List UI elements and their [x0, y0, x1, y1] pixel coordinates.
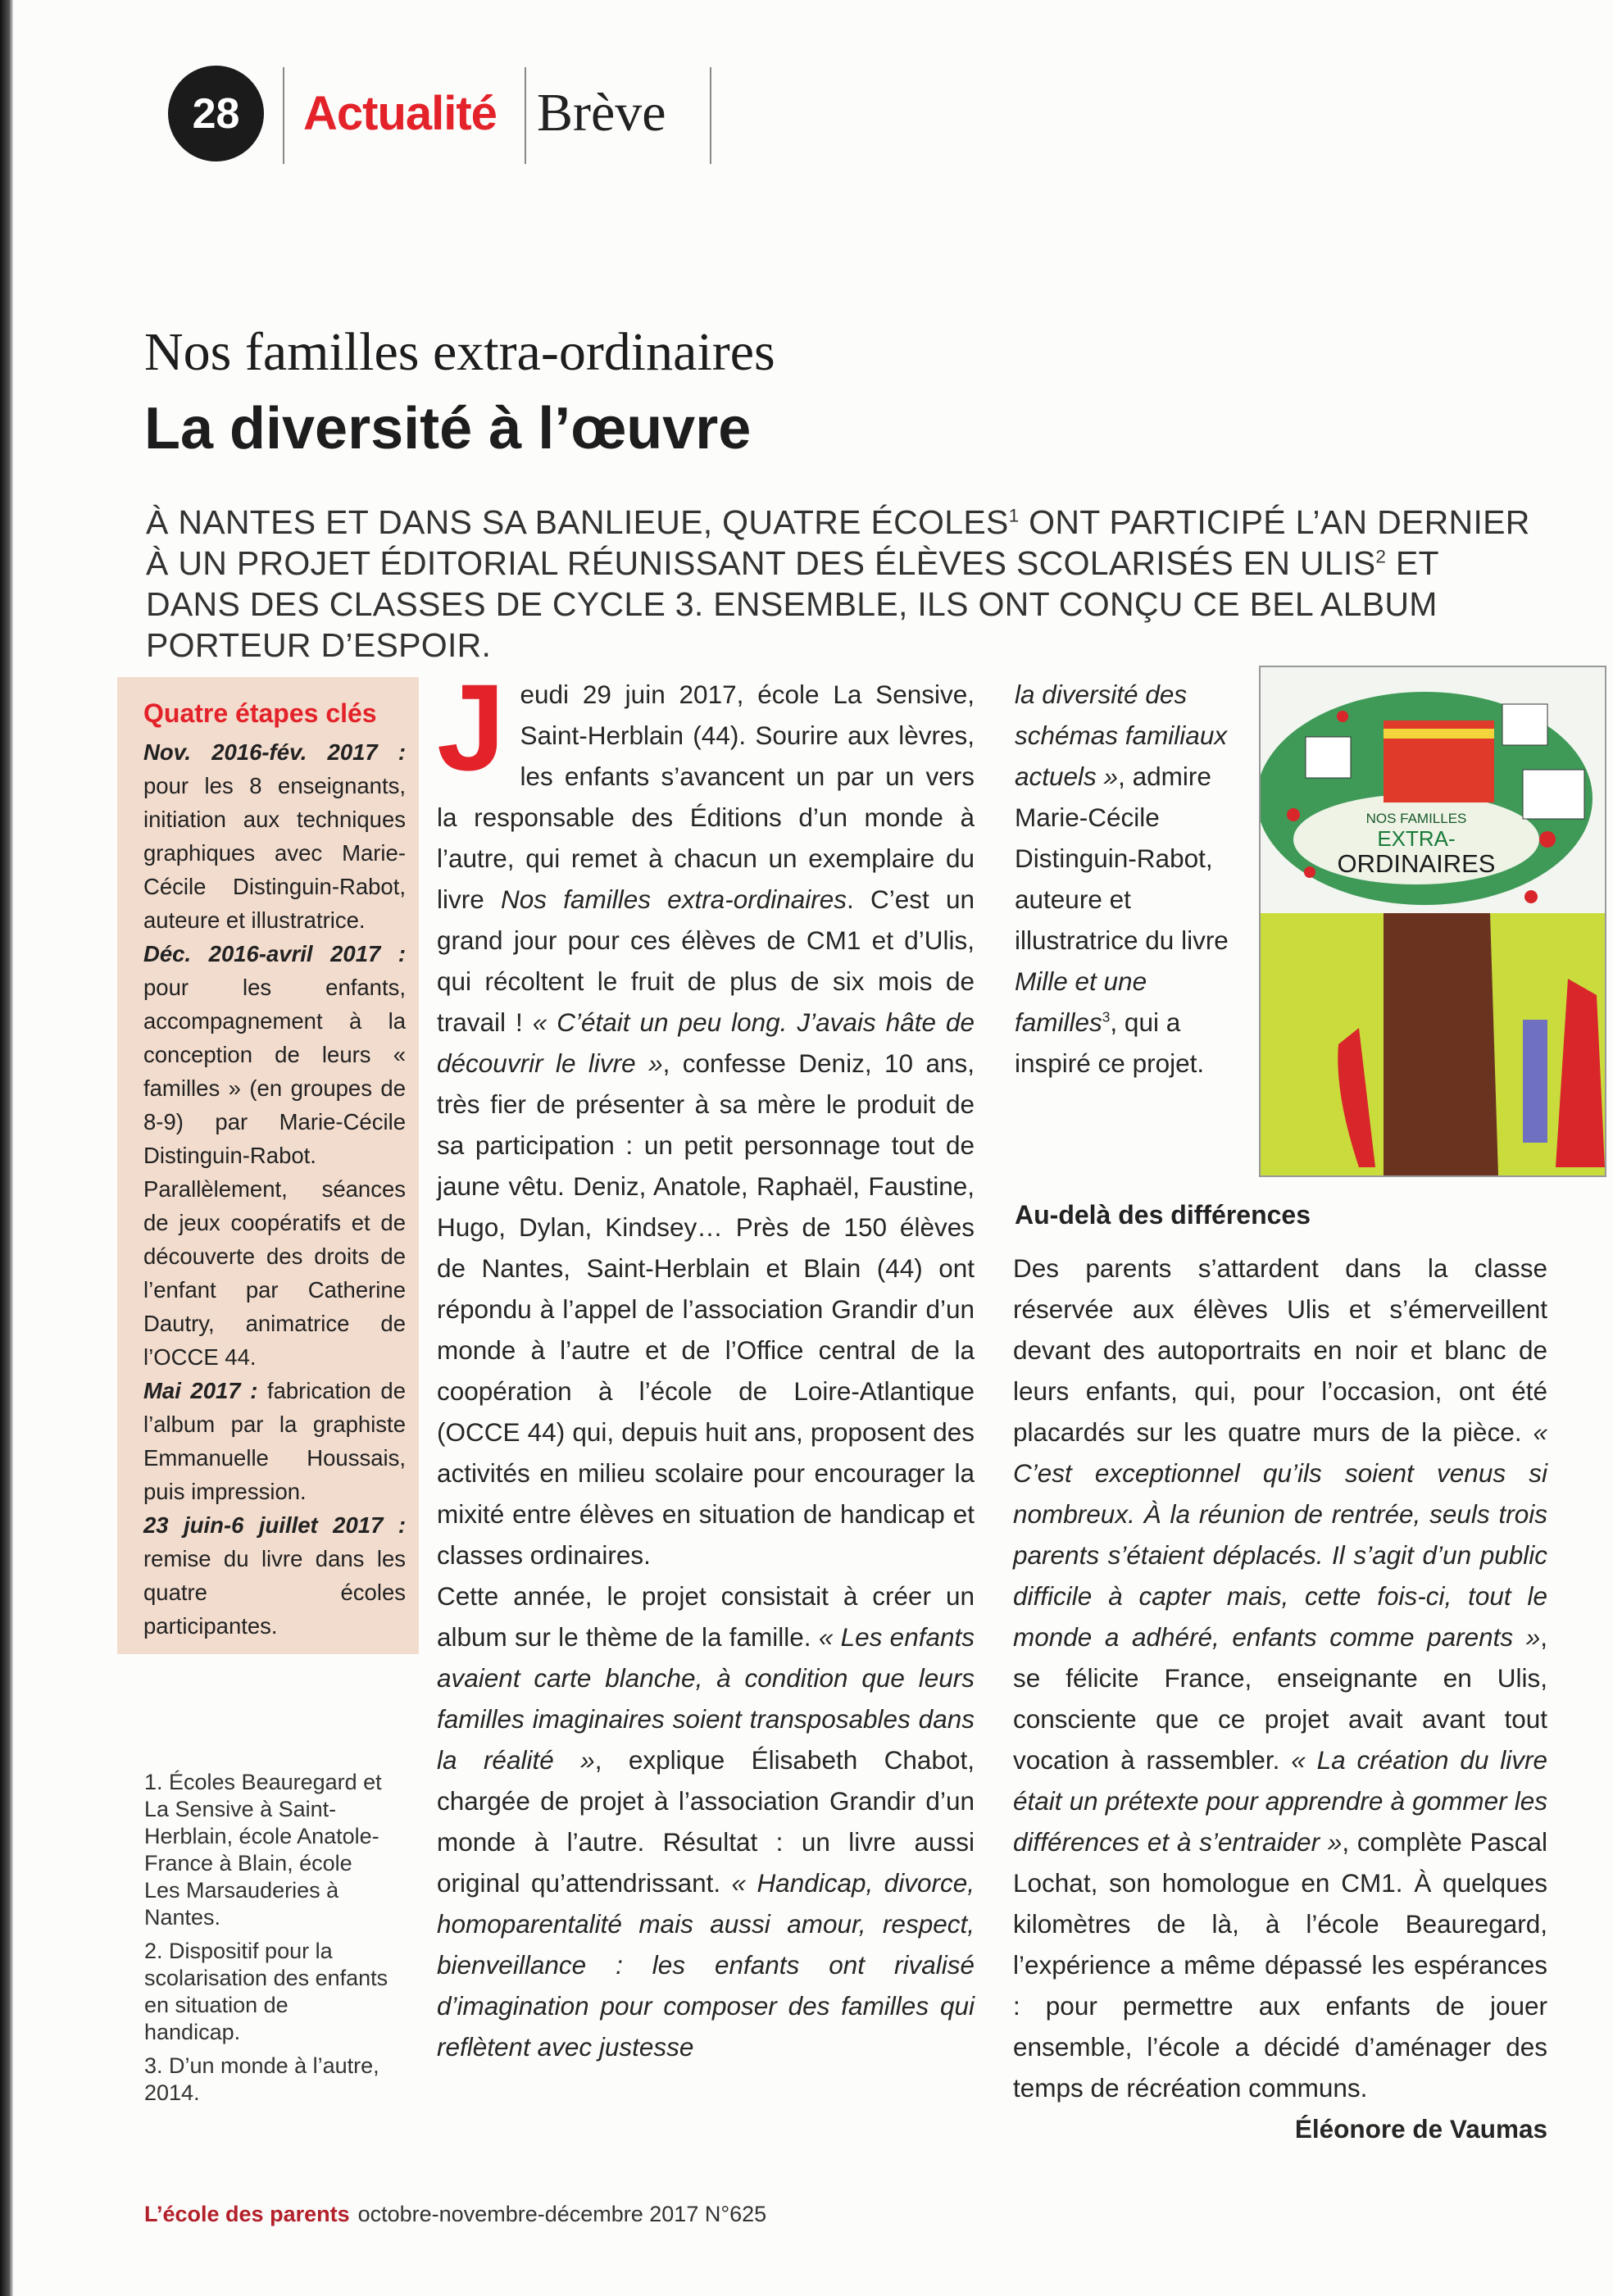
- timeline-entry: [143, 735, 406, 937]
- timeline-text: pour les 8 enseignants, initiation aux techniques graphiques avec Marie-Cécile Distinguin-Rabot, auteure et illustratrice.: [143, 773, 406, 933]
- text-run: Des parents s’attardent dans la classe réservée aux élèves Ulis et s’émerveillent devant des autoportraits en noir et blanc de leurs enfants, qui, pour l’occasion, ont été placardés sur les quatre murs de la pièce.: [1013, 1253, 1547, 1447]
- page-footer: [144, 2202, 766, 2227]
- text-run: , se félicite France, enseignante en Ulis, consciente que ce projet avait avant tout vocation à rassembler.: [1013, 1622, 1547, 1775]
- book-cover-image: [1259, 666, 1606, 1177]
- text-run: « Handicap, divorce, homoparentalité mais aussi amour, respect, bienveillance : les enfants ont rivalisé d’imagination pour composer des familles qui reflètent avec justesse: [437, 1868, 975, 2062]
- footnote-ref: 3: [1102, 1008, 1111, 1025]
- timeline-entry: [143, 937, 406, 1374]
- text-run: Mille et une familles: [1015, 966, 1147, 1037]
- text-run: Nos familles extra-ordinaires: [500, 884, 847, 914]
- text-run: ET DANS DES CLASSES DE CYCLE 3. ENSEMBLE, ILS ONT CONÇU CE BEL ALBUM PORTEUR D’ESPOIR.: [146, 544, 1439, 664]
- cover-title-line-1: NOS FAMILLES: [1365, 811, 1467, 826]
- timeline-date: Déc. 2016-avril 2017 :: [143, 941, 406, 966]
- article-column-1: [437, 658, 975, 2067]
- divider: [710, 67, 711, 164]
- footnote: 1. Écoles Beauregard et La Sensive à Saint-Herblain, école Anatole-France à Blain, école Les Marsauderies à Nantes.: [144, 1770, 382, 1930]
- text-run: , qui a inspiré ce projet.: [1015, 1007, 1205, 1078]
- author-signature: Éléonore de Vaumas: [1294, 2114, 1547, 2144]
- text-run: « C’était un peu long. J’avais hâte de découvrir le livre »: [437, 1007, 975, 1078]
- cover-title-line-2: EXTRA-: [1377, 826, 1456, 851]
- paragraph: [1013, 1248, 1548, 2144]
- page-edge: [0, 0, 13, 2296]
- book-cover-illustration: [1261, 667, 1605, 1175]
- timeline-date: Nov. 2016-fév. 2017 :: [143, 739, 406, 765]
- text-run: , confesse Deniz, 10 ans, très fier de présenter à sa mère le produit de sa participation : un petit personnage tout de jaune vêtu. Deniz, Anatole, Raphaël, Faustine, Hugo, Dylan, Kindsey… Près de 150 élèves de Nantes, Saint-Herblain et Blain (44) ont répondu à l’appel de l’association Grandir d’un monde à l’autre et de l’Office central de la coopération à l’école de Loire-Atlantique (OCCE 44) qui, depuis huit ans, proposent des activités en milieu scolaire pour encourager la mixité entre élèves en situation de handicap et classes ordinaires.: [437, 1048, 975, 1570]
- footnote: 3. D’un monde à l’autre, 2014.: [144, 2053, 379, 2105]
- text-run: eudi 29 juin 2017, école La Sensive, Saint-Herblain (44). Sourire aux lèvres, les enfants s’avancent un par un vers la responsable des Éditions d’un monde à l’autre, qui remet à chacun un exemplaire du livre: [437, 680, 975, 914]
- sidebar-title: Quatre étapes clés: [143, 698, 377, 728]
- sidebar-key-steps: [117, 677, 419, 1654]
- text-run: « La création du livre était un prétexte pour apprendre à gommer les différences et à s’entraider »: [1013, 1745, 1548, 1857]
- text-run: . C’est un grand jour pour ces élèves de CM1 et d’Ulis, qui récoltent le fruit de plus de six mois de travail !: [437, 884, 975, 1037]
- footnotes: [144, 1769, 390, 2113]
- timeline-entry: [143, 1374, 406, 1508]
- article-subtitle: La diversité à l’œuvre: [144, 396, 752, 461]
- article-column-2: [1013, 1248, 1547, 2149]
- article-lead: [146, 502, 1539, 666]
- text-run: ONT PARTICIPÉ L’AN DERNIER À UN PROJET ÉDITORIAL RÉUNISSANT DES ÉLÈVES SCOLARISÉS EN ULIS: [146, 503, 1530, 582]
- subrubric-label: Brève: [537, 83, 666, 143]
- section-heading: Au-delà des différences: [1015, 1200, 1311, 1230]
- text-run: À NANTES ET DANS SA BANLIEUE, QUATRE ÉCOLES: [146, 503, 1009, 541]
- paragraph: [1015, 674, 1246, 1084]
- timeline-date: Mai 2017 :: [143, 1378, 258, 1403]
- cover-title-line-3: ORDINAIRES: [1337, 849, 1496, 878]
- timeline-entry: [143, 1508, 406, 1643]
- issue-info: octobre-novembre-décembre 2017 N°625: [357, 2202, 767, 2226]
- text-run: , explique Élisabeth Chabot, chargée de projet à l’association Grandir d’un monde à l’autre. Résultat : un livre aussi original qu’attendrissant.: [437, 1745, 975, 1898]
- text-run: , complète Pascal Lochat, son homologue en CM1. À quelques kilomètres de là, à l’école Beauregard, l’expérience a même dépassé les espérances : pour permettre aux enfants de jouer ensemble, l’école a décidé d’aménager des temps de récréation communs.: [1013, 1827, 1547, 2103]
- paragraph: [437, 658, 975, 1575]
- timeline-text: pour les enfants, accompagnement à la conception de leurs « familles » (en groupes de 8-9) par Marie-Cécile Distinguin-Rabot. Parallèlement, séances de jeux coopératifs et de découverte des droits de l’enfant par Catherine Dautry, animatrice de l’OCCE 44.: [143, 975, 406, 1370]
- text-run: , admire Marie-Cécile Distinguin-Rabot, auteure et illustratrice du livre: [1015, 762, 1229, 955]
- divider: [525, 67, 526, 164]
- text-run: la diversité des schémas familiaux actuels »: [1015, 680, 1228, 791]
- page-number-badge: [168, 66, 264, 161]
- article-title: Nos familles extra-ordinaires: [144, 322, 775, 382]
- footnote-ref: 2: [1375, 546, 1387, 567]
- page-number: 28: [192, 89, 240, 138]
- dropcap: J: [437, 658, 506, 796]
- timeline-text: fabrication de l’album par la graphiste Emmanuelle Houssais, puis impression.: [143, 1378, 406, 1504]
- article-column-2-intro: [1015, 674, 1246, 1084]
- text-run: « Les enfants avaient carte blanche, à condition que leurs familles imaginaires soient transposables dans la réalité »: [437, 1622, 975, 1775]
- paragraph: [437, 1575, 975, 2067]
- magazine-name: L’école des parents: [144, 2202, 350, 2226]
- divider: [283, 67, 284, 164]
- timeline-date: 23 juin-6 juillet 2017 :: [143, 1512, 406, 1538]
- timeline-text: remise du livre dans les quatre écoles participantes.: [143, 1546, 406, 1639]
- footnote-ref: 1: [1008, 505, 1020, 526]
- footnote: 2. Dispositif pour la scolarisation des enfants en situation de handicap.: [144, 1939, 388, 2044]
- text-run: « C’est exceptionnel qu’ils soient venus si nombreux. À la réunion de rentrée, seuls trois parents s’étaient déplacés. Il s’agit d’un public difficile à capter mais, cette fois-ci, tout le monde a adhéré, enfants comme parents »: [1013, 1417, 1547, 1652]
- text-run: Cette année, le projet consistait à créer un album sur le thème de la famille.: [437, 1581, 975, 1652]
- rubric-label: Actualité: [303, 87, 497, 140]
